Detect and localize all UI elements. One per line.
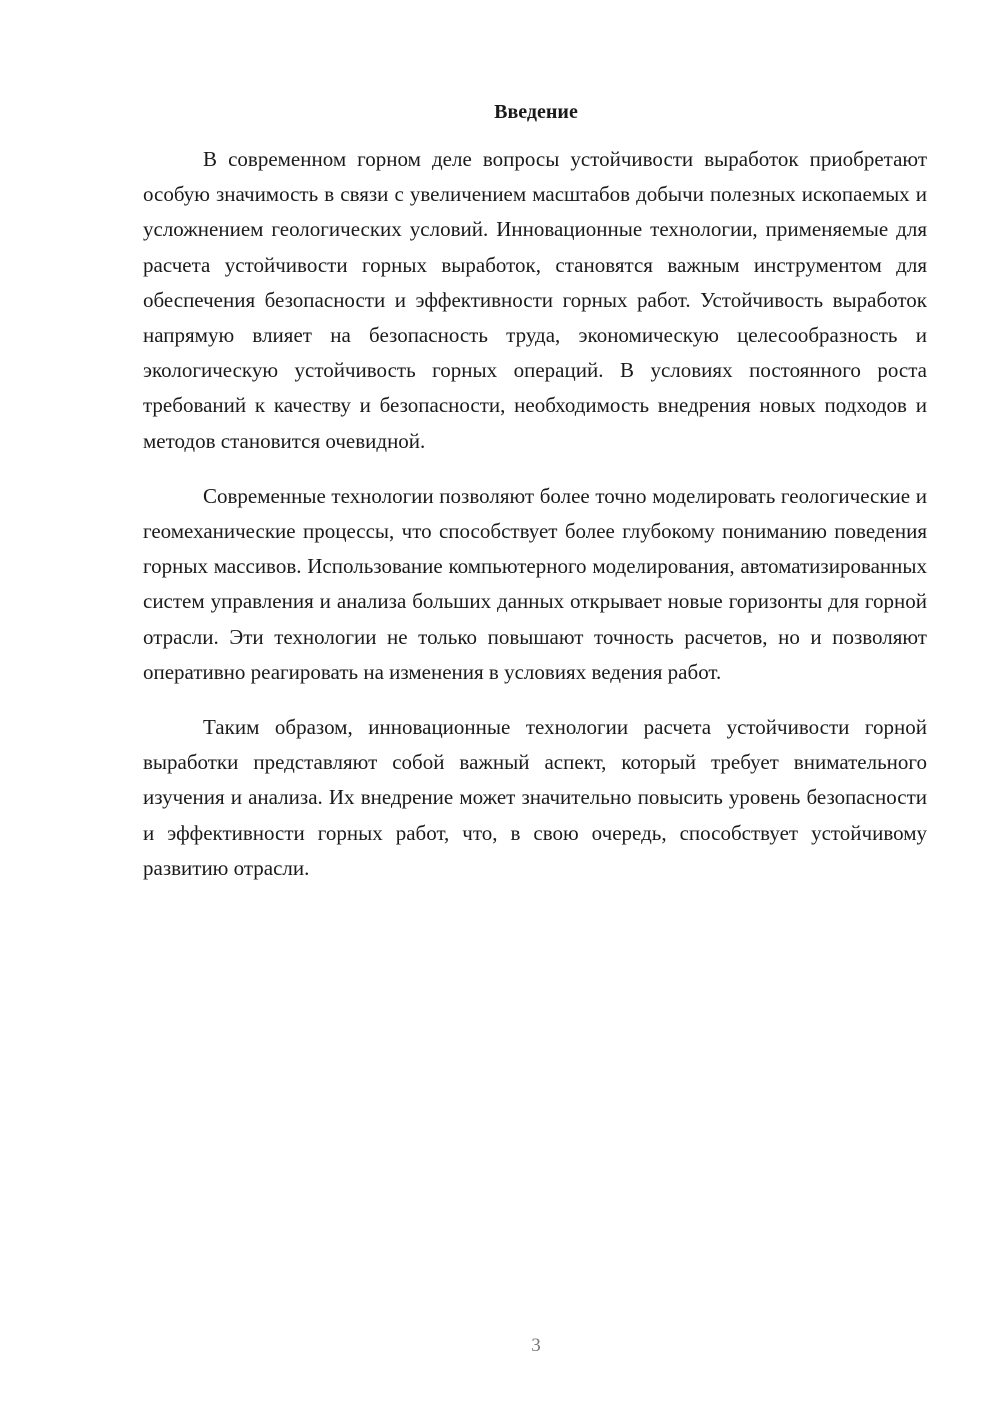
paragraph-1: В современном горном деле вопросы устойчивости выработок приобретают особую значимость в связи с увеличением масштабов добычи полезных ископаемых и усложнением геологических условий. Инновационные технологии, применяемые для расчета устойчивости горных выработок, становятся важным инструментом для обеспечения безопасности и эффективности горных работ. Устойчивость выработок напрямую влияет на безопасность труда, экономическую целесообразность и экологическую устойчивость горных операций. В условиях постоянного роста требований к качеству и безопасности, необходимость внедрения новых подходов и методов становится очевидной.: [143, 147, 927, 453]
paragraph-3: Таким образом, инновационные технологии расчета устойчивости горной выработки представляют собой важный аспект, который требует внимательного изучения и анализа. Их внедрение может значительно повысить уровень безопасности и эффективности горных работ, что, в свою очередь, способствует устойчивому развитию отрасли.: [143, 715, 927, 880]
body-text: [143, 142, 927, 906]
page-title: Введение: [494, 101, 578, 123]
paragraph-2: Современные технологии позволяют более точно моделировать геологические и геомеханические процессы, что способствует более глубокому пониманию поведения горных массивов. Использование компьютерного моделирования, автоматизированных систем управления и анализа больших данных открывает новые горизонты для горной отрасли. Эти технологии не только повышают точность расчетов, но и позволяют оперативно реагировать на изменения в условиях ведения работ.: [143, 483, 927, 684]
page-number: 3: [531, 1335, 541, 1356]
